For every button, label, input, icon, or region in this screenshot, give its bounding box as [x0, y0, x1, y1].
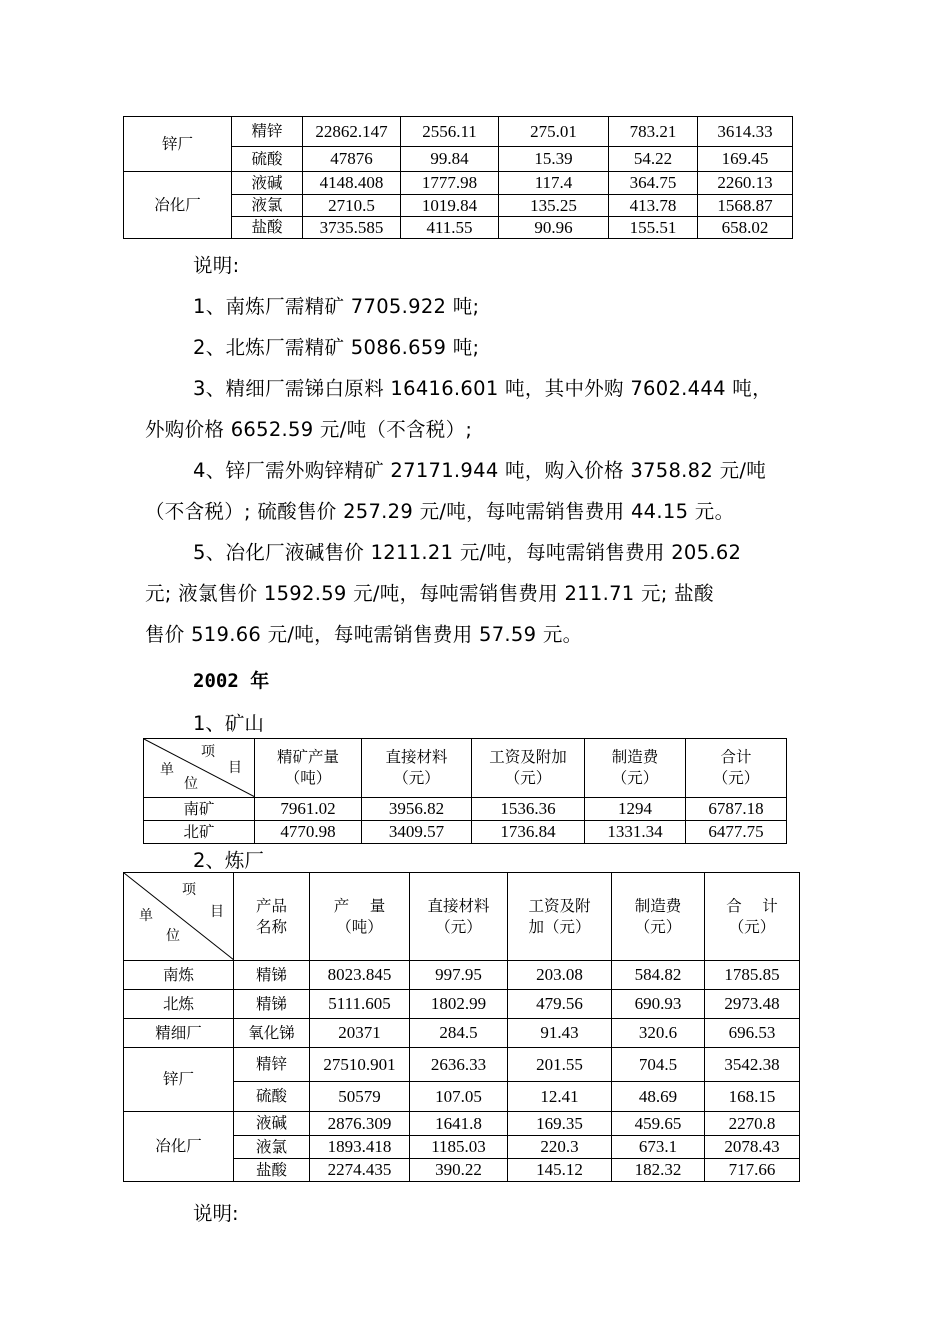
mat-cell: 997.95	[410, 961, 508, 990]
header-wage: 工资及附加 （元）	[472, 739, 585, 798]
qty-cell: 4148.408	[303, 172, 401, 195]
qty-cell: 1893.418	[310, 1136, 410, 1159]
corner-header	[124, 873, 234, 961]
header-mfg: 制造费 （元）	[585, 739, 686, 798]
qty-cell: 2876.309	[310, 1112, 410, 1136]
mfg-cell: 54.22	[609, 147, 698, 172]
mat-cell: 411.55	[401, 217, 499, 239]
mat-cell: 99.84	[401, 147, 499, 172]
wage-cell: 201.55	[508, 1048, 612, 1082]
qty-cell: 2274.435	[310, 1159, 410, 1182]
qty-cell: 27510.901	[310, 1048, 410, 1082]
unit-cell: 北炼	[124, 990, 234, 1019]
corner-item-1: 项	[201, 744, 215, 760]
product-cell: 盐酸	[234, 1159, 310, 1182]
note-item: 3、精细厂需锑白原料 16416.601 吨，其中外购 7602.444 吨，	[193, 377, 772, 400]
mfg-cell: 320.6	[612, 1019, 705, 1048]
qty-cell: 7961.02	[255, 798, 362, 821]
corner-unit-1: 单	[139, 908, 153, 924]
product-cell: 硫酸	[232, 147, 303, 172]
product-cell: 液氯	[232, 195, 303, 217]
wage-cell: 90.96	[499, 217, 609, 239]
mfg-cell: 690.93	[612, 990, 705, 1019]
header-total: 合 计 （元）	[705, 873, 800, 961]
mfg-cell: 364.75	[609, 172, 698, 195]
note-item: 4、锌厂需外购锌精矿 27171.944 吨，购入价格 3758.82 元/吨	[193, 459, 767, 482]
wage-cell: 15.39	[499, 147, 609, 172]
product-cell: 盐酸	[232, 217, 303, 239]
product-cell: 液碱	[232, 172, 303, 195]
unit-cell: 南炼	[124, 961, 234, 990]
wage-cell: 479.56	[508, 990, 612, 1019]
note-item-cont: （不含税）; 硫酸售价 257.29 元/吨，每吨需销售费用 44.15 元。	[145, 500, 735, 523]
qty-cell: 3735.585	[303, 217, 401, 239]
total-cell: 696.53	[705, 1019, 800, 1048]
unit-cell: 北矿	[144, 821, 255, 844]
table-mine	[143, 738, 787, 844]
unit-cell: 南矿	[144, 798, 255, 821]
qty-cell: 50579	[310, 1082, 410, 1112]
table-row	[144, 821, 787, 844]
total-cell: 658.02	[698, 217, 793, 239]
header-wage: 工资及附 加（元）	[508, 873, 612, 961]
total-cell: 6477.75	[686, 821, 787, 844]
qty-cell: 47876	[303, 147, 401, 172]
mat-cell: 1185.03	[410, 1136, 508, 1159]
corner-unit-2: 位	[166, 928, 180, 944]
wage-cell: 12.41	[508, 1082, 612, 1112]
mat-cell: 107.05	[410, 1082, 508, 1112]
note-item: 5、冶化厂液碱售价 1211.21 元/吨，每吨需销售费用 205.62	[193, 541, 742, 564]
corner-header	[144, 739, 255, 798]
mfg-cell: 673.1	[612, 1136, 705, 1159]
mat-cell: 3409.57	[362, 821, 472, 844]
total-cell: 1568.87	[698, 195, 793, 217]
qty-cell: 20371	[310, 1019, 410, 1048]
year-heading: 2002 年	[193, 670, 270, 692]
mfg-cell: 584.82	[612, 961, 705, 990]
table-row	[124, 117, 793, 147]
mat-cell: 3956.82	[362, 798, 472, 821]
total-cell: 168.15	[705, 1082, 800, 1112]
product-cell: 液碱	[234, 1112, 310, 1136]
total-cell: 2078.43	[705, 1136, 800, 1159]
table-smelter	[123, 872, 800, 1182]
unit-cell: 冶化厂	[124, 172, 232, 239]
qty-cell: 2710.5	[303, 195, 401, 217]
header-mfg: 制造费 （元）	[612, 873, 705, 961]
header-material: 直接材料 （元）	[410, 873, 508, 961]
corner-unit-1: 单	[160, 762, 174, 778]
total-cell: 2973.48	[705, 990, 800, 1019]
table-header-row	[124, 873, 800, 961]
product-cell: 精锌	[234, 1048, 310, 1082]
wage-cell: 1736.84	[472, 821, 585, 844]
product-cell: 精锌	[232, 117, 303, 147]
table-row	[124, 1019, 800, 1048]
section-title-smelter: 2、炼厂	[193, 849, 264, 872]
mat-cell: 1802.99	[410, 990, 508, 1019]
wage-cell: 117.4	[499, 172, 609, 195]
total-cell: 717.66	[705, 1159, 800, 1182]
total-cell: 3542.38	[705, 1048, 800, 1082]
product-cell: 硫酸	[234, 1082, 310, 1112]
header-qty: 产 量 （吨）	[310, 873, 410, 961]
total-cell: 169.45	[698, 147, 793, 172]
table-row	[144, 798, 787, 821]
header-product: 产品 名称	[234, 873, 310, 961]
header-qty: 精矿产量 （吨）	[255, 739, 362, 798]
wage-cell: 91.43	[508, 1019, 612, 1048]
table-header-row	[144, 739, 787, 798]
mat-cell: 2556.11	[401, 117, 499, 147]
table-row	[124, 172, 793, 195]
notes-2-title: 说明:	[193, 1202, 239, 1225]
product-cell: 氧化锑	[234, 1019, 310, 1048]
notes-1	[145, 245, 815, 655]
mat-cell: 284.5	[410, 1019, 508, 1048]
mat-cell: 1641.8	[410, 1112, 508, 1136]
total-cell: 1785.85	[705, 961, 800, 990]
total-cell: 2260.13	[698, 172, 793, 195]
wage-cell: 145.12	[508, 1159, 612, 1182]
table-top-continuation	[123, 116, 793, 239]
corner-item-2: 目	[228, 760, 242, 776]
table-row	[124, 990, 800, 1019]
mfg-cell: 1294	[585, 798, 686, 821]
note-item-cont: 外购价格 6652.59 元/吨（不含税）;	[145, 418, 473, 441]
section-title-mine: 1、矿山	[193, 712, 264, 735]
table-row	[124, 961, 800, 990]
wage-cell: 275.01	[499, 117, 609, 147]
unit-cell: 精细厂	[124, 1019, 234, 1048]
product-cell: 精锑	[234, 961, 310, 990]
qty-cell: 8023.845	[310, 961, 410, 990]
corner-item-2: 目	[210, 904, 224, 920]
wage-cell: 169.35	[508, 1112, 612, 1136]
corner-unit-2: 位	[184, 776, 198, 792]
table-row	[124, 1112, 800, 1136]
mfg-cell: 155.51	[609, 217, 698, 239]
product-cell: 精锑	[234, 990, 310, 1019]
mfg-cell: 783.21	[609, 117, 698, 147]
corner-item-1: 项	[182, 882, 196, 898]
unit-cell: 冶化厂	[124, 1112, 234, 1182]
header-material: 直接材料 （元）	[362, 739, 472, 798]
wage-cell: 203.08	[508, 961, 612, 990]
total-cell: 2270.8	[705, 1112, 800, 1136]
wage-cell: 135.25	[499, 195, 609, 217]
wage-cell: 220.3	[508, 1136, 612, 1159]
mfg-cell: 459.65	[612, 1112, 705, 1136]
mat-cell: 1777.98	[401, 172, 499, 195]
product-cell: 液氯	[234, 1136, 310, 1159]
mfg-cell: 48.69	[612, 1082, 705, 1112]
total-cell: 3614.33	[698, 117, 793, 147]
mfg-cell: 182.32	[612, 1159, 705, 1182]
wage-cell: 1536.36	[472, 798, 585, 821]
unit-cell: 锌厂	[124, 1048, 234, 1112]
mfg-cell: 413.78	[609, 195, 698, 217]
header-total: 合计 （元）	[686, 739, 787, 798]
mat-cell: 2636.33	[410, 1048, 508, 1082]
note-item-cont: 售价 519.66 元/吨，每吨需销售费用 57.59 元。	[145, 623, 583, 646]
qty-cell: 5111.605	[310, 990, 410, 1019]
qty-cell: 4770.98	[255, 821, 362, 844]
mat-cell: 1019.84	[401, 195, 499, 217]
unit-cell: 锌厂	[124, 117, 232, 172]
notes-title: 说明:	[193, 254, 240, 277]
mat-cell: 390.22	[410, 1159, 508, 1182]
note-item: 2、北炼厂需精矿 5086.659 吨;	[193, 336, 480, 359]
total-cell: 6787.18	[686, 798, 787, 821]
mfg-cell: 704.5	[612, 1048, 705, 1082]
mfg-cell: 1331.34	[585, 821, 686, 844]
table-row	[124, 1048, 800, 1082]
note-item: 1、南炼厂需精矿 7705.922 吨;	[193, 295, 480, 318]
note-item-cont: 元; 液氯售价 1592.59 元/吨，每吨需销售费用 211.71 元; 盐酸	[145, 582, 714, 605]
qty-cell: 22862.147	[303, 117, 401, 147]
